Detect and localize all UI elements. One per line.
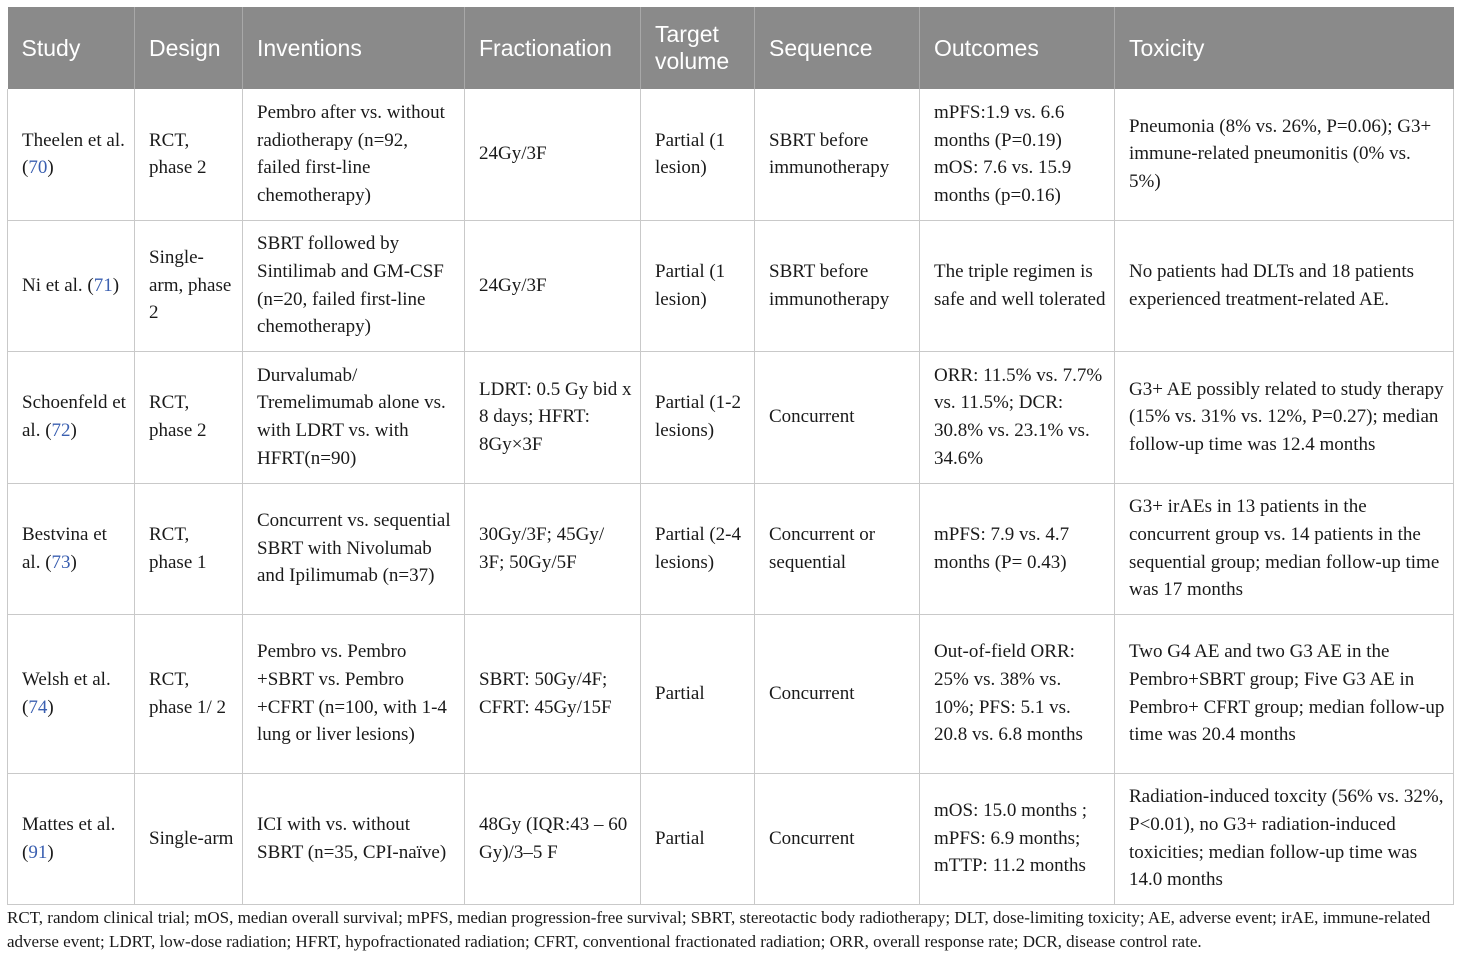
fractionation-cell: 30Gy/3F; 45Gy/ 3F; 50Gy/5F xyxy=(465,483,641,614)
reference-link[interactable]: 73 xyxy=(51,551,71,573)
table-row xyxy=(8,483,1454,614)
header-study: Study xyxy=(8,7,135,89)
sequence-cell: SBRT before immunotherapy xyxy=(755,89,920,220)
reference-link[interactable]: 72 xyxy=(51,420,71,441)
reference-link[interactable]: 91 xyxy=(28,841,48,863)
header-inventions: Inventions xyxy=(243,7,465,89)
target-volume-cell: Partial (1 lesion) xyxy=(641,89,755,220)
outcomes-cell: mPFS:1.9 vs. 6.6 months (P=0.19) mOS: 7.6 vs. 15.9 months (p=0.16) xyxy=(920,89,1115,220)
target-volume-cell: Partial (1-2 lesions) xyxy=(641,351,755,483)
header-outcomes: Outcomes xyxy=(920,7,1115,89)
study-cell: Bestvina et al. (73) xyxy=(8,483,135,614)
outcomes-cell: The triple regimen is safe and well tolerated xyxy=(920,220,1115,351)
sequence-cell: Concurrent or sequential xyxy=(755,483,920,614)
reference-link[interactable]: 74 xyxy=(28,696,48,718)
toxicity-cell: Pneumonia (8% vs. 26%, P=0.06); G3+ immune-related pneumonitis (0% vs. 5%) xyxy=(1115,89,1454,220)
inventions-cell: Durvalumab/ Tremelimumab alone vs. with LDRT vs. with HFRT(n=90) xyxy=(243,351,465,483)
table-row xyxy=(8,614,1454,773)
table-row xyxy=(8,220,1454,351)
header-row xyxy=(8,7,1454,89)
outcomes-cell: mPFS: 7.9 vs. 4.7 months (P= 0.43) xyxy=(920,483,1115,614)
design-cell: RCT, phase 2 xyxy=(135,351,243,483)
design-cell: Single-arm, phase 2 xyxy=(135,220,243,351)
sequence-cell: Concurrent xyxy=(755,351,920,483)
outcomes-cell: Out-of-field ORR: 25% vs. 38% vs. 10%; PFS: 5.1 vs. 20.8 vs. 6.8 months xyxy=(920,614,1115,773)
fractionation-cell: 24Gy/3F xyxy=(465,89,641,220)
fractionation-cell: SBRT: 50Gy/4F; CFRT: 45Gy/15F xyxy=(465,614,641,773)
target-volume-cell: Partial xyxy=(641,614,755,773)
header-fractionation: Fractionation xyxy=(465,7,641,89)
toxicity-cell: G3+ irAEs in 13 patients in the concurrent group vs. 14 patients in the sequential group; median follow-up time was 17 months xyxy=(1115,483,1454,614)
outcomes-cell: mOS: 15.0 months ; mPFS: 6.9 months; mTTP: 11.2 months xyxy=(920,773,1115,904)
sequence-cell: Concurrent xyxy=(755,773,920,904)
sequence-cell: SBRT before immunotherapy xyxy=(755,220,920,351)
outcomes-cell: ORR: 11.5% vs. 7.7% vs. 11.5%; DCR: 30.8% vs. 23.1% vs. 34.6% xyxy=(920,351,1115,483)
design-cell: RCT, phase 1/ 2 xyxy=(135,614,243,773)
header-design: Design xyxy=(135,7,243,89)
fractionation-cell: LDRT: 0.5 Gy bid x 8 days; HFRT: 8Gy×3F xyxy=(465,351,641,483)
reference-link[interactable]: 70 xyxy=(28,157,48,179)
target-volume-cell: Partial (1 lesion) xyxy=(641,220,755,351)
inventions-cell: Concurrent vs. sequential SBRT with Nivolumab and Ipilimumab (n=37) xyxy=(243,483,465,614)
table-row xyxy=(8,773,1454,904)
design-cell: RCT, phase 1 xyxy=(135,483,243,614)
toxicity-cell: No patients had DLTs and 18 patients experienced treatment-related AE. xyxy=(1115,220,1454,351)
study-cell: Welsh et al. (74) xyxy=(8,614,135,773)
header-toxicity: Toxicity xyxy=(1115,7,1454,89)
inventions-cell: SBRT followed by Sintilimab and GM-CSF (n=20, failed first-line chemotherapy) xyxy=(243,220,465,351)
inventions-cell: Pembro vs. Pembro +SBRT vs. Pembro +CFRT (n=100, with 1-4 lung or liver lesions) xyxy=(243,614,465,773)
toxicity-cell: G3+ AE possibly related to study therapy (15% vs. 31% vs. 12%, P=0.27); median follow-up time was 12.4 months xyxy=(1115,351,1454,483)
fractionation-cell: 24Gy/3F xyxy=(465,220,641,351)
study-cell: Mattes et al. (91) xyxy=(8,773,135,904)
study-cell: Ni et al. (71) xyxy=(8,220,135,351)
inventions-cell: Pembro after vs. without radiotherapy (n=92, failed first-line chemotherapy) xyxy=(243,89,465,220)
table-row xyxy=(8,89,1454,220)
design-cell: RCT, phase 2 xyxy=(135,89,243,220)
table-row xyxy=(8,351,1454,483)
toxicity-cell: Two G4 AE and two G3 AE in the Pembro+SBRT group; Five G3 AE in Pembro+ CFRT group; median follow-up time was 20.4 months xyxy=(1115,614,1454,773)
inventions-cell: ICI with vs. without SBRT (n=35, CPI-naïve) xyxy=(243,773,465,904)
study-cell: Theelen et al. (70) xyxy=(8,89,135,220)
reference-link[interactable]: 71 xyxy=(93,274,113,296)
table-footnote: RCT, random clinical trial; mOS, median overall survival; mPFS, median progression-free survival; SBRT, stereotactic body radiotherapy; DLT, dose-limiting toxicity; AE, adverse event; irAE, immune-related adverse event; LDRT, low-dose radiation; HFRT, hypofractionated radiation; CFRT, conventional fractionated radiation; ORR, overall response rate; DCR, disease control rate. xyxy=(7,908,1431,951)
target-volume-cell: Partial (2-4 lesions) xyxy=(641,483,755,614)
trials-table xyxy=(7,7,1454,905)
toxicity-cell: Radiation-induced toxcity (56% vs. 32%, P<0.01), no G3+ radiation-induced toxicities; median follow-up time was 14.0 months xyxy=(1115,773,1454,904)
sequence-cell: Concurrent xyxy=(755,614,920,773)
design-cell: Single-arm xyxy=(135,773,243,904)
target-volume-cell: Partial xyxy=(641,773,755,904)
fractionation-cell: 48Gy (IQR:43 – 60 Gy)/3–5 F xyxy=(465,773,641,904)
study-cell: Schoenfeld et al. (72) xyxy=(8,351,135,483)
header-sequence: Sequence xyxy=(755,7,920,89)
header-target-volume: Target volume xyxy=(641,7,755,89)
